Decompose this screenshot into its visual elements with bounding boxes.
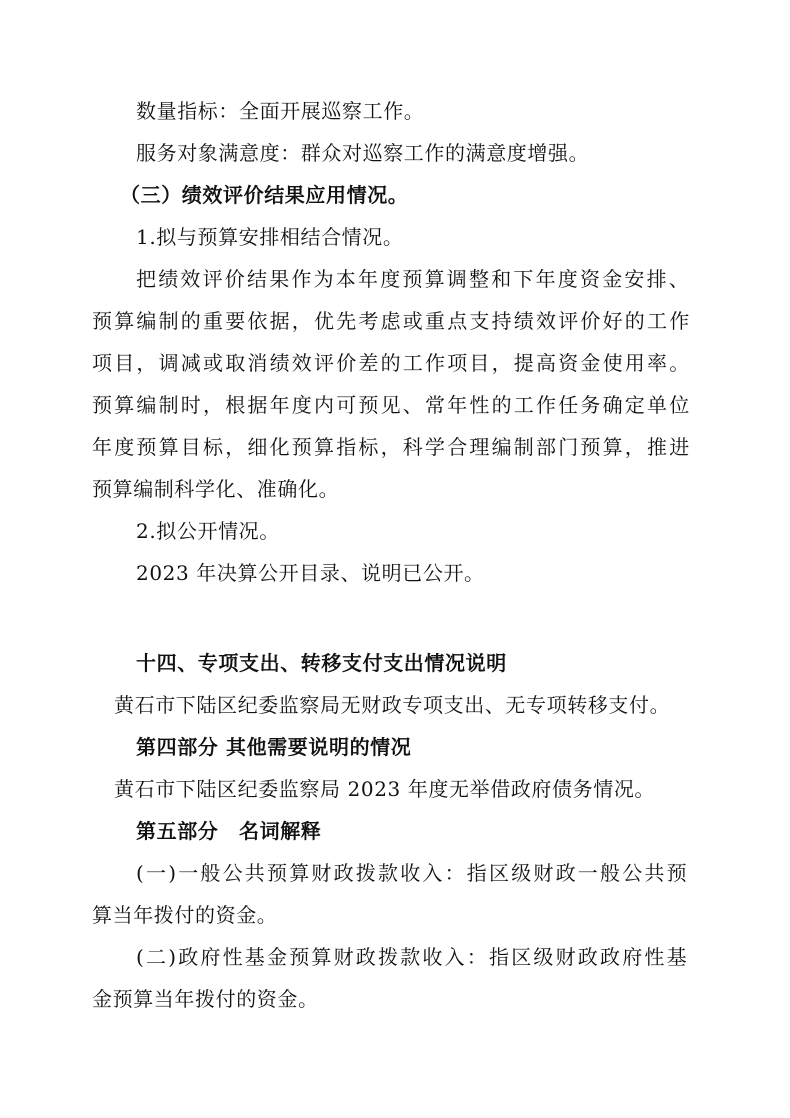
para-disclosure: 2023 年决算公开目录、说明已公开。 [136, 561, 485, 585]
para-budget-line-1: 把绩效评价结果作为本年度预算调整和下年度资金安排、 [136, 267, 691, 291]
term-one-line-2: 算当年拨付的资金。 [92, 903, 278, 927]
heading-special-expenditure: 十四、专项支出、转移支付支出情况说明 [136, 651, 507, 675]
para-budget-line-6: 预算编制科学化、准确化。 [92, 477, 340, 501]
heading-part-four: 第四部分 其他需要说明的情况 [136, 735, 412, 759]
term-one-line-1: (一)一般公共预算财政拨款收入：指区级财政一般公共预 [136, 861, 689, 885]
para-budget-line-5: 年度预算目标，细化预算指标，科学合理编制部门预算，推进 [92, 435, 692, 459]
para-satisfaction: 服务对象满意度：群众对巡察工作的满意度增强。 [136, 141, 590, 165]
term-two-line-2: 金预算当年拨付的资金。 [92, 987, 319, 1011]
para-part-four: 黄石市下陆区纪委监察局 2023 年度无举借政府债务情况。 [114, 777, 656, 801]
para-budget-line-3: 项目，调减或取消绩效评价差的工作项目，提高资金使用率。 [92, 351, 692, 375]
subheading-disclosure: 2.拟公开情况。 [136, 519, 280, 543]
heading-part-five: 第五部分 名词解释 [136, 819, 322, 843]
para-budget-line-4: 预算编制时，根据年度内可预见、常年性的工作任务确定单位 [92, 393, 692, 417]
para-quantity-indicator: 数量指标：全面开展巡察工作。 [136, 99, 425, 123]
para-budget-line-2: 预算编制的重要依据，优先考虑或重点支持绩效评价好的工作 [92, 309, 692, 333]
term-two-line-1: (二)政府性基金预算财政拨款收入：指区级财政政府性基 [136, 945, 689, 969]
para-special-expenditure: 黄石市下陆区纪委监察局无财政专项支出、无专项转移支付。 [114, 693, 671, 717]
heading-evaluation-result: （三）绩效评价结果应用情况。 [120, 183, 409, 207]
subheading-budget: 1.拟与预算安排相结合情况。 [136, 225, 404, 249]
